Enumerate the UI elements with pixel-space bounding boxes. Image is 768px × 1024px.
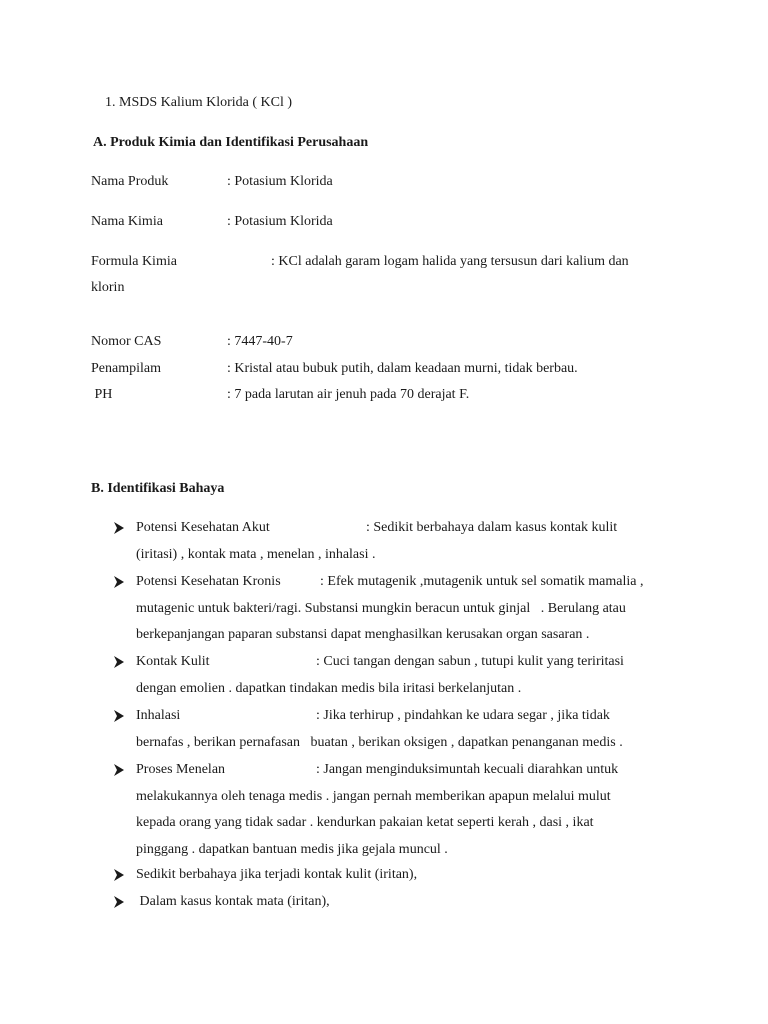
bullet-arrow-icon bbox=[114, 764, 124, 776]
hazard-label-kulit: Kontak Kulit bbox=[136, 654, 210, 669]
field-value-nama-kimia: : Potasium Klorida bbox=[227, 214, 333, 229]
hazard-label-menelan: Proses Menelan bbox=[136, 762, 226, 777]
hazard-text-kulit-1: dengan emolien . dapatkan tindakan medis bila iritasi berkelanjutan . bbox=[136, 681, 522, 696]
hazard-label-inhalasi: Inhalasi bbox=[136, 708, 181, 723]
field-value-nama-produk: : Potasium Klorida bbox=[227, 174, 333, 189]
hazard-item-kontak-kulit: Sedikit berbahaya jika terjadi kontak kulit (iritan), bbox=[136, 867, 418, 882]
hazard-label-akut: Potensi Kesehatan Akut bbox=[136, 520, 270, 535]
bullet-arrow-icon bbox=[114, 656, 124, 668]
hazard-text-kronis-2: berkepanjangan paparan substansi dapat menghasilkan kerusakan organ sasaran . bbox=[136, 627, 590, 642]
hazard-text-menelan-2: kepada orang yang tidak sadar . kendurkan pakaian ketat seperti kerah , dasi , ikat bbox=[136, 815, 594, 830]
bullet-arrow-icon bbox=[114, 710, 124, 722]
field-value-nomor-cas: : 7447-40-7 bbox=[227, 334, 293, 349]
field-value-formula-kimia-cont: klorin bbox=[91, 280, 125, 295]
hazard-item-kontak-mata: Dalam kasus kontak mata (iritan), bbox=[136, 894, 330, 909]
field-value-formula-kimia: : KCl adalah garam logam halida yang tersusun dari kalium dan bbox=[271, 254, 629, 269]
section-a-title: A. Produk Kimia dan Identifikasi Perusahaan bbox=[93, 135, 369, 150]
hazard-label-kronis: Potensi Kesehatan Kronis bbox=[136, 574, 281, 589]
document-heading: 1. MSDS Kalium Klorida ( KCl ) bbox=[105, 95, 293, 110]
field-label-nama-kimia: Nama Kimia bbox=[91, 214, 163, 229]
field-value-penampilan: : Kristal atau bubuk putih, dalam keadaan murni, tidak berbau. bbox=[227, 361, 578, 376]
field-label-nama-produk: Nama Produk bbox=[91, 174, 169, 189]
field-label-formula-kimia: Formula Kimia bbox=[91, 254, 177, 269]
hazard-text-menelan-3: pinggang . dapatkan bantuan medis jika gejala muncul . bbox=[136, 842, 448, 857]
hazard-value-inhalasi: : Jika terhirup , pindahkan ke udara segar , jika tidak bbox=[316, 708, 610, 723]
field-value-ph: : 7 pada larutan air jenuh pada 70 derajat F. bbox=[227, 387, 470, 402]
hazard-text-akut-1: (iritasi) , kontak mata , menelan , inhalasi . bbox=[136, 547, 376, 562]
section-b-title: B. Identifikasi Bahaya bbox=[91, 481, 225, 496]
field-label-ph: PH bbox=[91, 387, 113, 402]
bullet-arrow-icon bbox=[114, 576, 124, 588]
bullet-arrow-icon bbox=[114, 896, 124, 908]
hazard-text-inhalasi-1: bernafas , berikan pernafasan buatan , berikan oksigen , dapatkan penanganan medis . bbox=[136, 735, 623, 750]
field-label-penampilan: Penampilam bbox=[91, 361, 161, 376]
bullet-arrow-icon bbox=[114, 869, 124, 881]
bullet-arrow-icon bbox=[114, 522, 124, 534]
hazard-value-akut: : Sedikit berbahaya dalam kasus kontak kulit bbox=[366, 520, 618, 535]
hazard-value-kronis: : Efek mutagenik ,mutagenik untuk sel somatik mamalia , bbox=[320, 574, 644, 589]
hazard-value-menelan: : Jangan menginduksimuntah kecuali diarahkan untuk bbox=[316, 762, 619, 777]
field-label-nomor-cas: Nomor CAS bbox=[91, 334, 162, 349]
hazard-text-kronis-1: mutagenic untuk bakteri/ragi. Substansi mungkin beracun untuk ginjal . Berulang atau bbox=[136, 601, 626, 616]
hazard-value-kulit: : Cuci tangan dengan sabun , tutupi kulit yang teriritasi bbox=[316, 654, 624, 669]
hazard-text-menelan-1: melakukannya oleh tenaga medis . jangan pernah memberikan apapun melalui mulut bbox=[136, 789, 611, 804]
